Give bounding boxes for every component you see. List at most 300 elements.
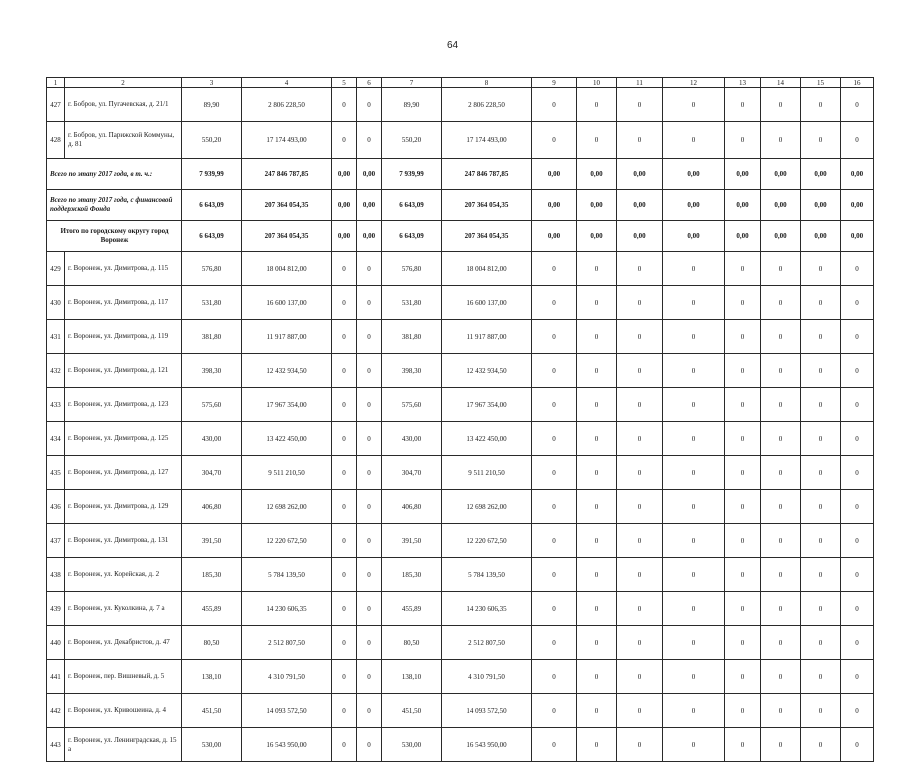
value-cell: 80,50: [382, 626, 442, 660]
value-cell: 0: [761, 286, 801, 320]
value-cell: 0: [532, 558, 577, 592]
total-value: 0,00: [841, 190, 874, 221]
table-row: [47, 626, 874, 660]
total-value: 0,00: [617, 190, 663, 221]
value-cell: 0: [801, 286, 841, 320]
value-cell: 0: [357, 122, 382, 159]
row-number: 435: [47, 456, 65, 490]
value-cell: 0: [357, 354, 382, 388]
value-cell: 0: [617, 694, 663, 728]
value-cell: 2 806 228,50: [242, 88, 332, 122]
value-cell: 0: [801, 524, 841, 558]
value-cell: 0: [663, 626, 725, 660]
value-cell: 16 543 950,00: [242, 728, 332, 762]
total-label: Итого по городскому округу город Воронеж: [47, 221, 182, 252]
total-value: 0,00: [617, 159, 663, 190]
value-cell: 0: [357, 592, 382, 626]
value-cell: 0: [332, 320, 357, 354]
value-cell: 0: [617, 558, 663, 592]
value-cell: 0: [332, 354, 357, 388]
address-cell: г. Воронеж, ул. Димитрова, д. 125: [65, 422, 182, 456]
row-number: 438: [47, 558, 65, 592]
value-cell: 18 004 812,00: [442, 252, 532, 286]
value-cell: 304,70: [382, 456, 442, 490]
total-value: 207 364 054,35: [442, 221, 532, 252]
value-cell: 530,00: [182, 728, 242, 762]
value-cell: 0: [617, 626, 663, 660]
total-value: 0,00: [801, 190, 841, 221]
value-cell: 0: [663, 388, 725, 422]
total-value: 0,00: [577, 190, 617, 221]
value-cell: 0: [725, 524, 761, 558]
table-row: [47, 694, 874, 728]
value-cell: 0: [761, 252, 801, 286]
table-row: [47, 422, 874, 456]
value-cell: 0: [841, 88, 874, 122]
row-number: 427: [47, 88, 65, 122]
value-cell: 0: [761, 388, 801, 422]
address-cell: г. Воронеж, ул. Куколкина, д. 7 а: [65, 592, 182, 626]
total-value: 0,00: [761, 190, 801, 221]
value-cell: 89,90: [382, 88, 442, 122]
value-cell: 0: [577, 320, 617, 354]
value-cell: 0: [841, 252, 874, 286]
value-cell: 0: [577, 660, 617, 694]
value-cell: 0: [532, 524, 577, 558]
value-cell: 0: [663, 694, 725, 728]
value-cell: 391,50: [182, 524, 242, 558]
value-cell: 0: [532, 456, 577, 490]
value-cell: 0: [801, 592, 841, 626]
value-cell: 0: [663, 490, 725, 524]
value-cell: 12 220 672,50: [242, 524, 332, 558]
total-row: [47, 159, 874, 190]
row-number: 432: [47, 354, 65, 388]
address-cell: г. Воронеж, ул. Димитрова, д. 129: [65, 490, 182, 524]
value-cell: 398,30: [182, 354, 242, 388]
value-cell: 0: [617, 490, 663, 524]
column-number: 9: [532, 78, 577, 88]
value-cell: 0: [761, 122, 801, 159]
row-number: 439: [47, 592, 65, 626]
value-cell: 0: [663, 456, 725, 490]
value-cell: 0: [663, 558, 725, 592]
total-value: 0,00: [357, 159, 382, 190]
value-cell: 0: [577, 728, 617, 762]
value-cell: 0: [725, 626, 761, 660]
total-label: Всего по этапу 2017 года, в т. ч.:: [47, 159, 182, 190]
address-cell: г. Воронеж, ул. Димитрова, д. 119: [65, 320, 182, 354]
value-cell: 0: [357, 490, 382, 524]
value-cell: 0: [841, 122, 874, 159]
value-cell: 12 220 672,50: [442, 524, 532, 558]
value-cell: 0: [357, 558, 382, 592]
value-cell: 0: [841, 388, 874, 422]
value-cell: 0: [801, 694, 841, 728]
value-cell: 0: [725, 88, 761, 122]
value-cell: 12 432 934,50: [242, 354, 332, 388]
address-cell: г. Воронеж, ул. Димитрова, д. 131: [65, 524, 182, 558]
value-cell: 0: [532, 728, 577, 762]
value-cell: 0: [617, 88, 663, 122]
value-cell: 0: [761, 592, 801, 626]
value-cell: 451,50: [382, 694, 442, 728]
value-cell: 0: [725, 286, 761, 320]
value-cell: 576,80: [382, 252, 442, 286]
value-cell: 0: [332, 490, 357, 524]
value-cell: 0: [725, 422, 761, 456]
value-cell: 0: [761, 524, 801, 558]
column-number: 3: [182, 78, 242, 88]
table-row: [47, 558, 874, 592]
address-cell: г. Воронеж, ул. Ленинградская, д. 15 а: [65, 728, 182, 762]
value-cell: 0: [617, 320, 663, 354]
value-cell: 0: [663, 728, 725, 762]
value-cell: 0: [577, 88, 617, 122]
column-number: 14: [761, 78, 801, 88]
value-cell: 2 512 807,50: [442, 626, 532, 660]
total-value: 6 643,09: [182, 190, 242, 221]
row-number: 433: [47, 388, 65, 422]
value-cell: 0: [841, 728, 874, 762]
address-cell: г. Воронеж, ул. Корейская, д. 2: [65, 558, 182, 592]
value-cell: 0: [617, 524, 663, 558]
value-cell: 451,50: [182, 694, 242, 728]
table-row: [47, 592, 874, 626]
value-cell: 455,89: [382, 592, 442, 626]
value-cell: 550,20: [382, 122, 442, 159]
value-cell: 0: [617, 422, 663, 456]
value-cell: 0: [617, 388, 663, 422]
value-cell: 0: [761, 354, 801, 388]
value-cell: 0: [761, 88, 801, 122]
value-cell: 0: [577, 388, 617, 422]
total-value: 0,00: [617, 221, 663, 252]
table-row: [47, 286, 874, 320]
value-cell: 381,80: [182, 320, 242, 354]
row-number: 443: [47, 728, 65, 762]
value-cell: 0: [761, 660, 801, 694]
table-row: [47, 388, 874, 422]
value-cell: 0: [841, 286, 874, 320]
value-cell: 0: [332, 660, 357, 694]
value-cell: 0: [663, 122, 725, 159]
value-cell: 0: [725, 252, 761, 286]
value-cell: 0: [801, 456, 841, 490]
column-number: 12: [663, 78, 725, 88]
value-cell: 12 698 262,00: [442, 490, 532, 524]
value-cell: 0: [761, 422, 801, 456]
total-value: 0,00: [577, 159, 617, 190]
value-cell: 0: [357, 694, 382, 728]
housing-register-table: [46, 77, 874, 762]
value-cell: 0: [332, 88, 357, 122]
total-value: 6 643,09: [382, 221, 442, 252]
value-cell: 0: [725, 388, 761, 422]
value-cell: 5 784 139,50: [442, 558, 532, 592]
value-cell: 138,10: [182, 660, 242, 694]
value-cell: 0: [801, 422, 841, 456]
value-cell: 0: [663, 422, 725, 456]
value-cell: 16 543 950,00: [442, 728, 532, 762]
value-cell: 0: [532, 354, 577, 388]
value-cell: 0: [841, 456, 874, 490]
value-cell: 185,30: [182, 558, 242, 592]
value-cell: 0: [725, 354, 761, 388]
column-number: 5: [332, 78, 357, 88]
value-cell: 0: [332, 388, 357, 422]
total-value: 6 643,09: [182, 221, 242, 252]
value-cell: 0: [577, 694, 617, 728]
column-number: 10: [577, 78, 617, 88]
value-cell: 0: [532, 694, 577, 728]
value-cell: 531,80: [182, 286, 242, 320]
value-cell: 0: [801, 558, 841, 592]
value-cell: 0: [725, 694, 761, 728]
address-cell: г. Воронеж, пер. Вишневый, д. 5: [65, 660, 182, 694]
value-cell: 0: [332, 558, 357, 592]
value-cell: 9 511 210,50: [242, 456, 332, 490]
value-cell: 0: [617, 728, 663, 762]
total-value: 0,00: [725, 159, 761, 190]
value-cell: 0: [532, 490, 577, 524]
value-cell: 0: [617, 286, 663, 320]
row-number: 431: [47, 320, 65, 354]
value-cell: 0: [841, 626, 874, 660]
value-cell: 0: [577, 456, 617, 490]
total-value: 0,00: [761, 221, 801, 252]
value-cell: 0: [725, 320, 761, 354]
column-number: 6: [357, 78, 382, 88]
value-cell: 531,80: [382, 286, 442, 320]
value-cell: 185,30: [382, 558, 442, 592]
value-cell: 0: [357, 524, 382, 558]
total-value: 0,00: [532, 190, 577, 221]
value-cell: 0: [841, 558, 874, 592]
table-row: [47, 122, 874, 159]
total-value: 0,00: [663, 190, 725, 221]
value-cell: 0: [577, 122, 617, 159]
total-value: 0,00: [357, 221, 382, 252]
value-cell: 17 967 354,00: [242, 388, 332, 422]
column-number: 16: [841, 78, 874, 88]
value-cell: 406,80: [382, 490, 442, 524]
value-cell: 12 698 262,00: [242, 490, 332, 524]
total-value: 7 939,99: [182, 159, 242, 190]
total-value: 0,00: [761, 159, 801, 190]
total-value: 0,00: [801, 221, 841, 252]
value-cell: 0: [332, 626, 357, 660]
value-cell: 0: [577, 286, 617, 320]
value-cell: 0: [761, 694, 801, 728]
value-cell: 0: [841, 354, 874, 388]
column-number-row: [47, 78, 874, 88]
value-cell: 406,80: [182, 490, 242, 524]
table-row: [47, 252, 874, 286]
value-cell: 0: [532, 592, 577, 626]
value-cell: 18 004 812,00: [242, 252, 332, 286]
value-cell: 0: [617, 252, 663, 286]
value-cell: 0: [332, 422, 357, 456]
value-cell: 0: [725, 660, 761, 694]
value-cell: 0: [532, 252, 577, 286]
value-cell: 0: [617, 122, 663, 159]
value-cell: 0: [663, 354, 725, 388]
row-number: 429: [47, 252, 65, 286]
value-cell: 0: [532, 660, 577, 694]
value-cell: 0: [761, 490, 801, 524]
value-cell: 2 806 228,50: [442, 88, 532, 122]
value-cell: 0: [841, 660, 874, 694]
value-cell: 11 917 887,00: [242, 320, 332, 354]
value-cell: 13 422 450,00: [242, 422, 332, 456]
value-cell: 0: [577, 524, 617, 558]
value-cell: 0: [725, 122, 761, 159]
value-cell: 391,50: [382, 524, 442, 558]
total-value: 0,00: [841, 221, 874, 252]
total-value: 0,00: [725, 221, 761, 252]
value-cell: 0: [332, 252, 357, 286]
value-cell: 16 600 137,00: [242, 286, 332, 320]
address-cell: г. Воронеж, ул. Димитрова, д. 115: [65, 252, 182, 286]
value-cell: 0: [357, 88, 382, 122]
value-cell: 0: [617, 354, 663, 388]
value-cell: 0: [577, 490, 617, 524]
value-cell: 0: [357, 252, 382, 286]
row-number: 440: [47, 626, 65, 660]
value-cell: 0: [801, 388, 841, 422]
value-cell: 0: [357, 388, 382, 422]
value-cell: 0: [801, 490, 841, 524]
value-cell: 0: [357, 320, 382, 354]
column-number: 4: [242, 78, 332, 88]
total-value: 0,00: [532, 221, 577, 252]
value-cell: 0: [332, 122, 357, 159]
value-cell: 381,80: [382, 320, 442, 354]
table-row: [47, 728, 874, 762]
total-value: 0,00: [357, 190, 382, 221]
address-cell: г. Воронеж, ул. Декабристов, д. 47: [65, 626, 182, 660]
total-value: 0,00: [663, 221, 725, 252]
table-row: [47, 456, 874, 490]
total-value: 7 939,99: [382, 159, 442, 190]
value-cell: 0: [841, 422, 874, 456]
value-cell: 0: [841, 592, 874, 626]
value-cell: 530,00: [382, 728, 442, 762]
value-cell: 0: [532, 320, 577, 354]
value-cell: 0: [801, 354, 841, 388]
table-row: [47, 490, 874, 524]
value-cell: 0: [357, 728, 382, 762]
row-number: 428: [47, 122, 65, 159]
value-cell: 398,30: [382, 354, 442, 388]
value-cell: 0: [725, 558, 761, 592]
total-value: 0,00: [332, 159, 357, 190]
value-cell: 0: [532, 88, 577, 122]
value-cell: 0: [725, 490, 761, 524]
value-cell: 0: [577, 422, 617, 456]
column-number: 2: [65, 78, 182, 88]
value-cell: 0: [663, 660, 725, 694]
total-row: [47, 221, 874, 252]
value-cell: 0: [725, 456, 761, 490]
value-cell: 575,60: [182, 388, 242, 422]
value-cell: 12 432 934,50: [442, 354, 532, 388]
value-cell: 576,80: [182, 252, 242, 286]
row-number: 434: [47, 422, 65, 456]
total-value: 0,00: [725, 190, 761, 221]
value-cell: 0: [663, 88, 725, 122]
value-cell: 14 093 572,50: [442, 694, 532, 728]
value-cell: 0: [577, 558, 617, 592]
value-cell: 17 967 354,00: [442, 388, 532, 422]
value-cell: 0: [357, 286, 382, 320]
value-cell: 0: [761, 320, 801, 354]
value-cell: 0: [532, 122, 577, 159]
total-value: 0,00: [841, 159, 874, 190]
column-number: 11: [617, 78, 663, 88]
value-cell: 14 093 572,50: [242, 694, 332, 728]
value-cell: 0: [577, 592, 617, 626]
value-cell: 0: [617, 660, 663, 694]
address-cell: г. Бобров, ул. Парижской Коммуны, д. 81: [65, 122, 182, 159]
value-cell: 0: [801, 728, 841, 762]
value-cell: 0: [617, 456, 663, 490]
value-cell: 80,50: [182, 626, 242, 660]
value-cell: 0: [801, 122, 841, 159]
value-cell: 17 174 493,00: [442, 122, 532, 159]
value-cell: 0: [663, 524, 725, 558]
value-cell: 0: [577, 354, 617, 388]
value-cell: 0: [663, 592, 725, 626]
value-cell: 0: [761, 728, 801, 762]
table-row: [47, 354, 874, 388]
total-value: 0,00: [801, 159, 841, 190]
value-cell: 0: [841, 320, 874, 354]
value-cell: 0: [801, 626, 841, 660]
value-cell: 0: [357, 456, 382, 490]
column-number: 7: [382, 78, 442, 88]
value-cell: 0: [725, 728, 761, 762]
total-value: 0,00: [577, 221, 617, 252]
value-cell: 0: [841, 524, 874, 558]
value-cell: 0: [357, 660, 382, 694]
value-cell: 0: [663, 320, 725, 354]
value-cell: 304,70: [182, 456, 242, 490]
row-number: 442: [47, 694, 65, 728]
row-number: 430: [47, 286, 65, 320]
value-cell: 0: [663, 286, 725, 320]
table-body: [47, 78, 874, 762]
value-cell: 550,20: [182, 122, 242, 159]
value-cell: 0: [841, 694, 874, 728]
row-number: 437: [47, 524, 65, 558]
value-cell: 455,89: [182, 592, 242, 626]
value-cell: 0: [761, 456, 801, 490]
value-cell: 14 230 606,35: [242, 592, 332, 626]
total-row: [47, 190, 874, 221]
value-cell: 13 422 450,00: [442, 422, 532, 456]
total-value: 207 364 054,35: [242, 221, 332, 252]
table-row: [47, 524, 874, 558]
column-number: 15: [801, 78, 841, 88]
value-cell: 4 310 791,50: [242, 660, 332, 694]
value-cell: 17 174 493,00: [242, 122, 332, 159]
value-cell: 0: [801, 252, 841, 286]
column-number: 13: [725, 78, 761, 88]
value-cell: 0: [357, 422, 382, 456]
column-number: 8: [442, 78, 532, 88]
